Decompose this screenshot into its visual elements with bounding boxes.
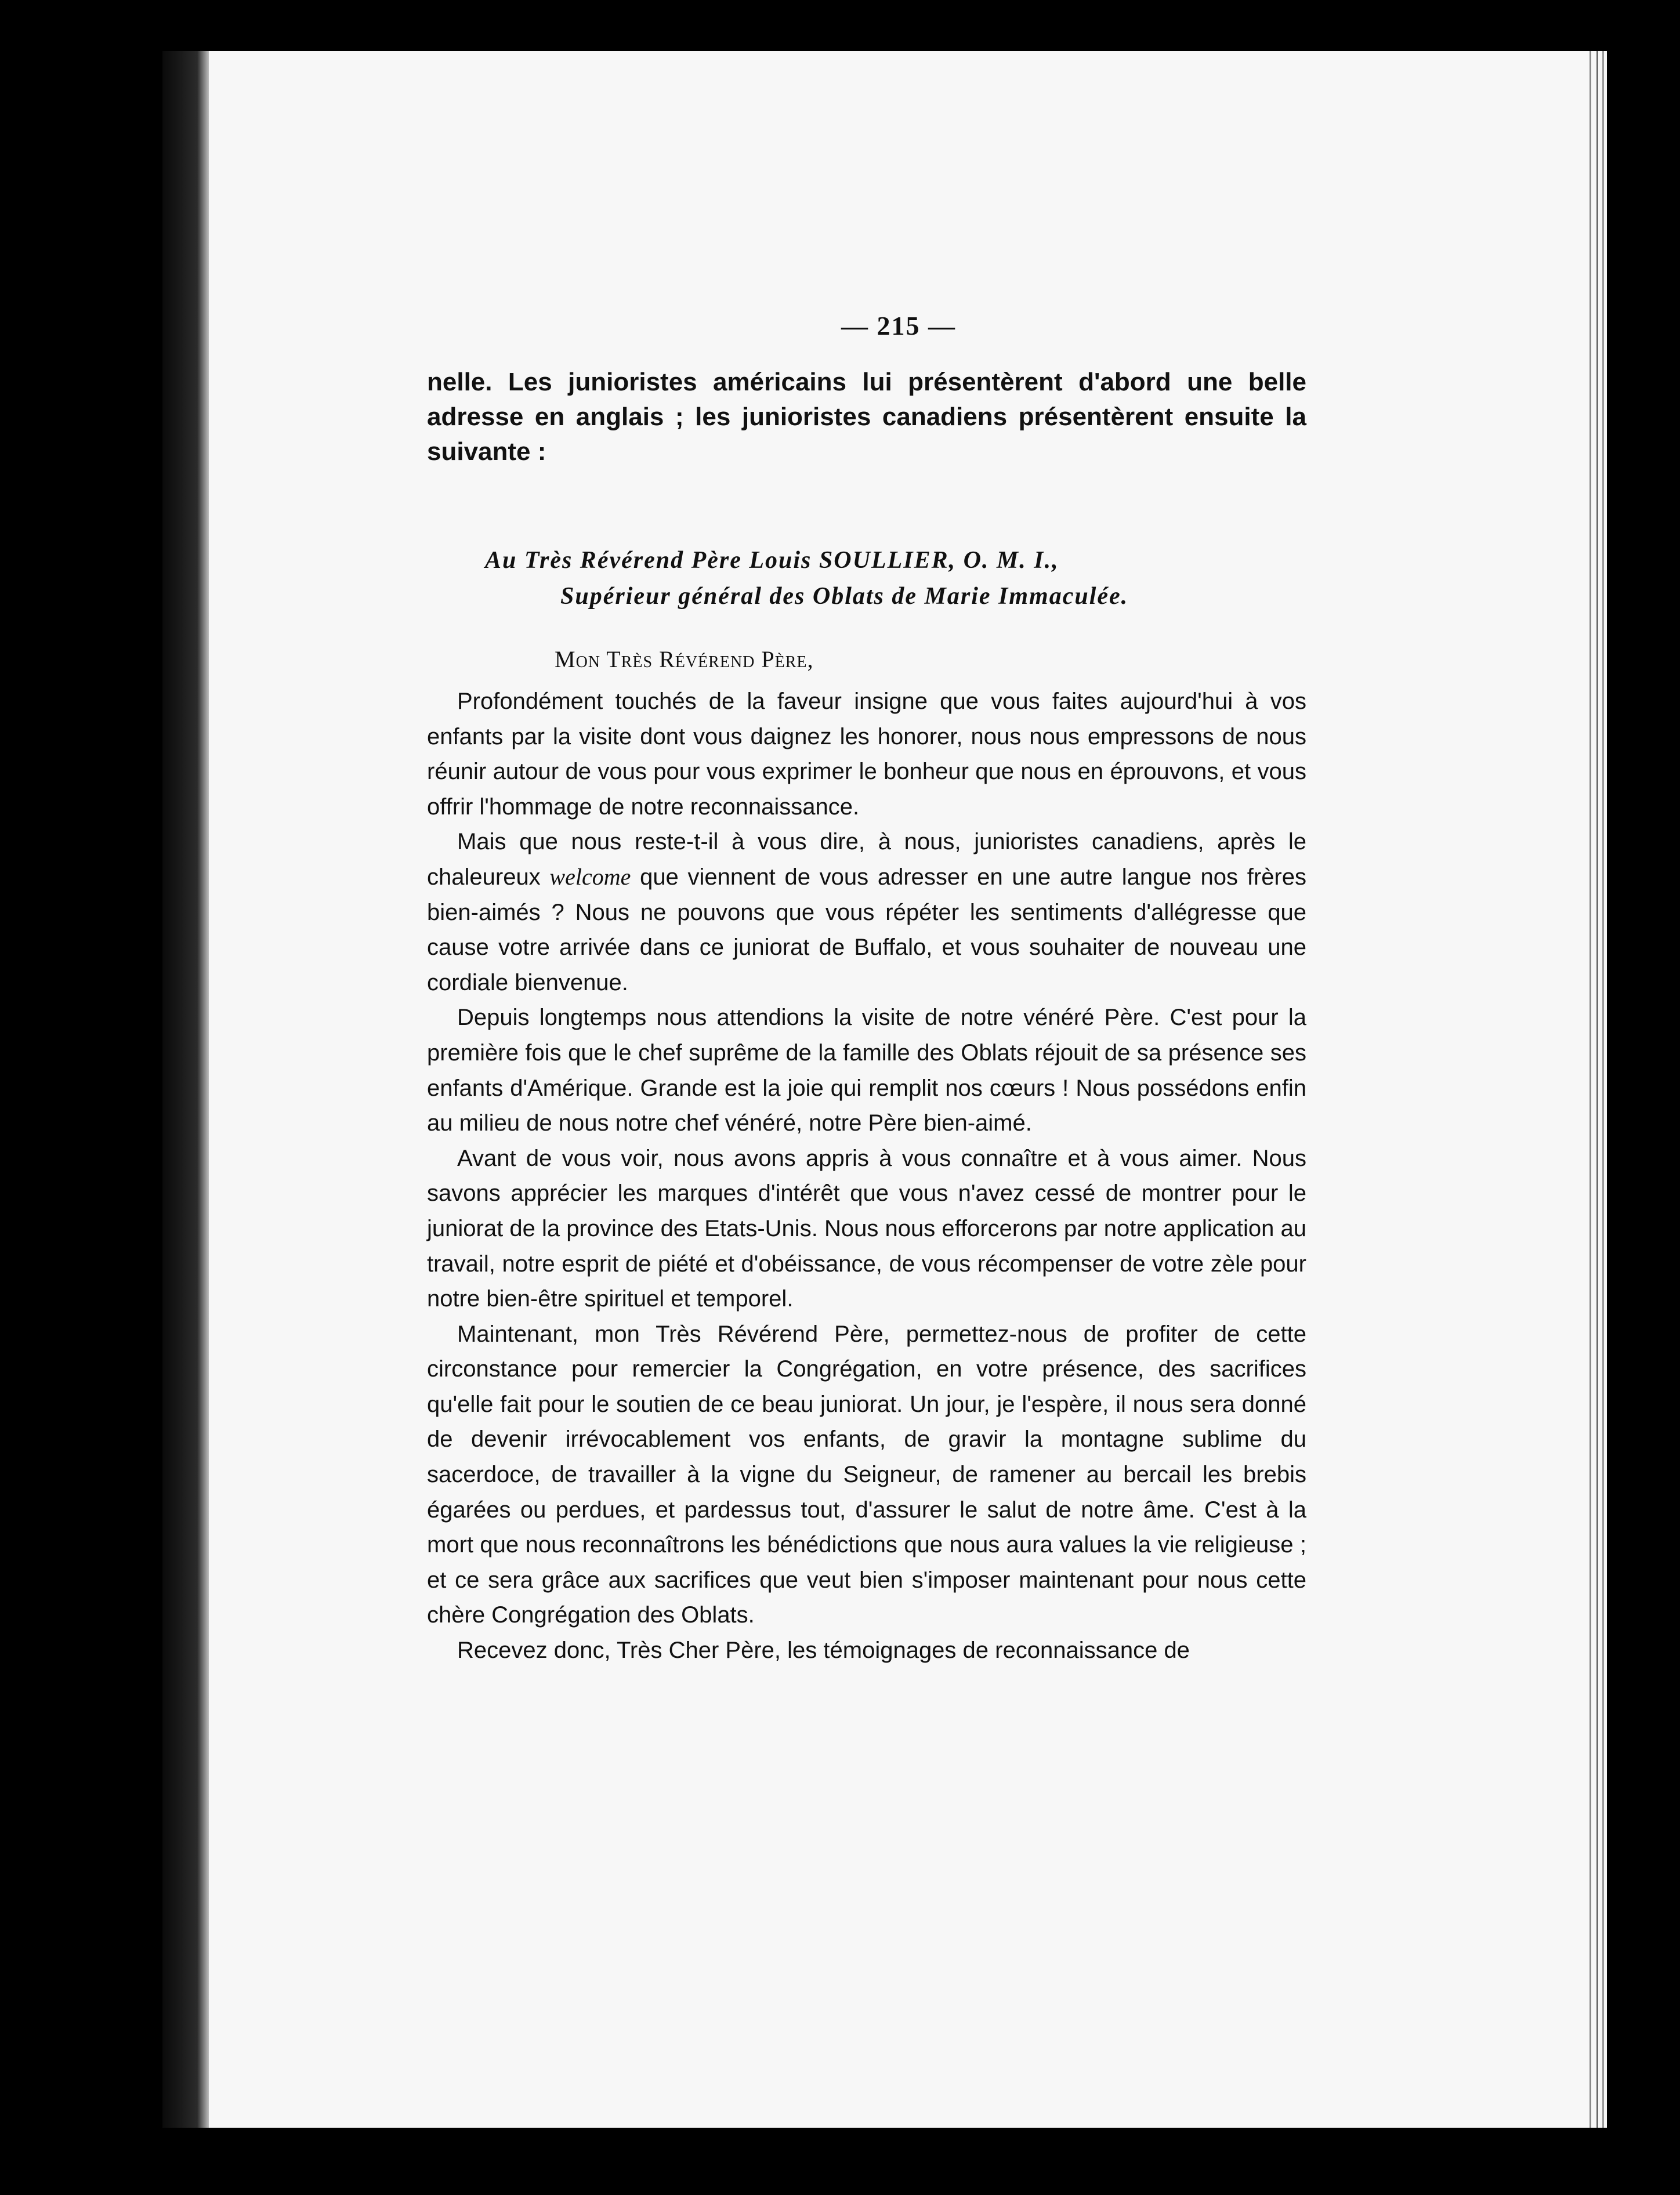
salutation: Mon Très Révérend Père,: [555, 646, 814, 672]
page-edge-line: [1602, 51, 1604, 2128]
body-paragraph: Avant de vous voir, nous avons appris à vous connaître et à vous aimer. Nous savons apprécier les marques d'intérêt que vous n'avez cessé de montrer pour le juniorat de la province des Etats-Unis. Nous nous efforcerons par notre application au travail, notre esprit de piété et d'obéissance, de vous récompenser de votre zèle pour notre bien-être spirituel et temporel.: [427, 1145, 1306, 1312]
page-number: — 215 —: [841, 311, 956, 341]
body-paragraph: Depuis longtemps nous attendions la visite de notre vénéré Père. C'est pour la première fois que le chef suprême de la famille des Oblats réjouit de sa présence ses enfants d'Amérique. Grande est la joie qui remplit nos cœurs ! Nous possédons enfin au milieu de nous notre chef vénéré, notre Père bien-aimé.: [427, 1005, 1306, 1136]
body-paragraph: Profondément touchés de la faveur insigne que vous faites aujourd'hui à vos enfants par la visite dont vous daignez les honorer, nous nous empressons de nous réunir autour de vous pour vous exprimer le bonheur que nous en éprouvons, et vous offrir l'hommage de notre reconnaissance.: [427, 689, 1306, 820]
page-edge-line: [1596, 51, 1598, 2128]
body-paragraph: Maintenant, mon Très Révérend Père, permettez-nous de profiter de cette circonstance pour remercier la Congrégation, en votre présence, des sacrifices qu'elle fait pour le soutien de ce beau juniorat. Un jour, je l'espère, il nous sera donné de devenir irrévocablement vos enfants, de gravir la montagne sublime du sacerdoce, de travailler à la vigne du Seigneur, de ramener au bercail les brebis égarées ou perdues, et pardessus tout, d'assurer le salut de notre âme. C'est à la mort que nous reconnaîtrons les bénédictions que nous aura values la vie religieuse ; et ce sera grâce aux sacrifices que veut bien s'imposer maintenant pour nous cette chère Congrégation des Oblats.: [427, 1321, 1306, 1628]
page-text: [427, 310, 1306, 1668]
body-paragraph: Recevez donc, Très Cher Père, les témoignages de reconnaissance de: [457, 1638, 1190, 1664]
paragraph-text: Mais que nous reste-t-il à vous dire, à nous, junioristes canadiens, après le chaleureux: [427, 829, 1306, 890]
body-paragraph-welcome: [427, 824, 1306, 1000]
binding-gutter: [162, 51, 209, 2128]
paragraph-text: que viennent de vous adresser en une autre langue nos frères bien-aimés ? Nous ne pouvons que vous répéter les sentiments d'allégresse que cause votre arrivée dans ce juniorat de Buffalo, et vous souhaiter de nouveau une cordiale bienvenue.: [427, 864, 1307, 995]
address-line-title: Supérieur général des Oblats de Marie Immaculée.: [560, 583, 1129, 610]
italic-word: welcome: [549, 863, 631, 890]
lead-paragraph: nelle. Les junioristes américains lui présentèrent d'abord une belle adresse en anglais ; les junioristes canadiens présentèrent ensuite la suivante :: [427, 368, 1306, 466]
address-line-recipient: Au Très Révérend Père Louis SOULLIER, O. M. I.,: [485, 547, 1059, 574]
page-edge-line: [1590, 51, 1591, 2128]
